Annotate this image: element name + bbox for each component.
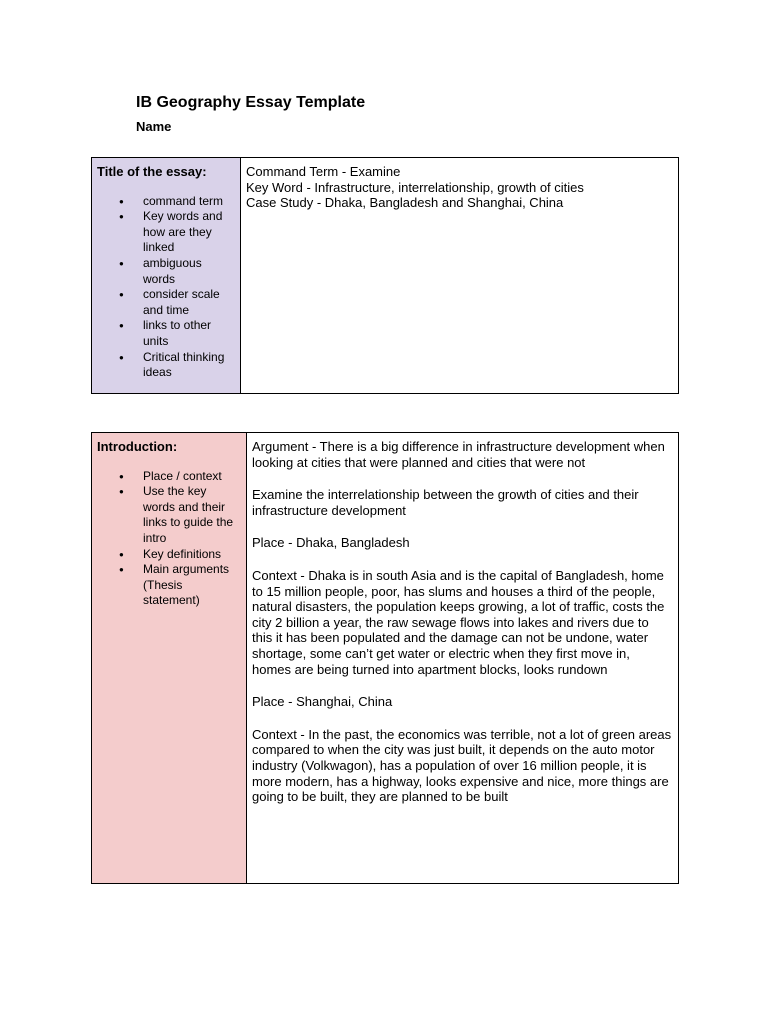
list-item: ● Place / context — [143, 469, 240, 485]
title-prompt-heading: Title of the essay: — [97, 164, 207, 179]
place-shanghai-paragraph: Place - Shanghai, China — [252, 694, 393, 710]
intro-prompt-heading: Introduction: — [97, 439, 178, 454]
name-label: Name — [136, 119, 172, 134]
title-prompt-list — [97, 194, 234, 381]
introduction-table — [91, 432, 679, 884]
context-shanghai-paragraph: Context - In the past, the economics was terrible, not a lot of green areas compared to when the city was just built, it depends on the auto motor industry (Volkwagon), has a population of over 16 million people, it is more modern, has a highway, looks expensive and nice, more things are going to be built, they are planned to be built — [252, 726, 672, 805]
table-row — [92, 158, 679, 394]
list-item: ● Main arguments (Thesis statement) — [143, 562, 240, 609]
list-item: ● Key words and how are they linked — [143, 209, 234, 256]
case-study-line: Case Study - Dhaka, Bangladesh and Shanghai, China — [246, 195, 564, 211]
list-item: ● command term — [143, 194, 234, 210]
title-content-cell — [241, 158, 679, 394]
intro-prompt-cell — [92, 433, 247, 884]
list-item: ● Key definitions — [143, 547, 240, 563]
examine-paragraph: Examine the interrelationship between the growth of cities and their infrastructure development — [252, 487, 639, 518]
key-word-line: Key Word - Infrastructure, interrelationship, growth of cities — [246, 179, 584, 195]
essay-title-table — [91, 157, 679, 394]
place-dhaka-paragraph: Place - Dhaka, Bangladesh — [252, 535, 410, 551]
list-item: ● ambiguous words — [143, 256, 234, 287]
table-row — [92, 433, 679, 884]
document-title: IB Geography Essay Template — [136, 94, 366, 111]
list-item: ● Use the key words and their links to guide the intro — [143, 484, 240, 546]
command-term-line: Command Term - Examine — [246, 164, 401, 179]
list-item: ● consider scale and time — [143, 287, 234, 318]
intro-content-cell — [247, 433, 679, 884]
intro-prompt-list — [97, 469, 240, 609]
title-prompt-cell — [92, 158, 241, 394]
argument-paragraph: Argument - There is a big difference in infrastructure development when looking at cities that were planned and cities that were not — [252, 439, 665, 470]
context-dhaka-paragraph: Context - Dhaka is in south Asia and is the capital of Bangladesh, home to 15 million people, poor, has slums and houses a third of the people, natural disasters, the population keeps growing, a lot of traffic, costs the city 2 billion a year, the raw sewage flows into lakes and rivers due to this it has been populated and the damage can not be undone, water shortage, some can’t get water or electric when they first move in, homes are being turned into apartment blocks, looks rundown — [252, 567, 665, 677]
list-item: ● links to other units — [143, 318, 234, 349]
list-item: ● Critical thinking ideas — [143, 350, 234, 381]
